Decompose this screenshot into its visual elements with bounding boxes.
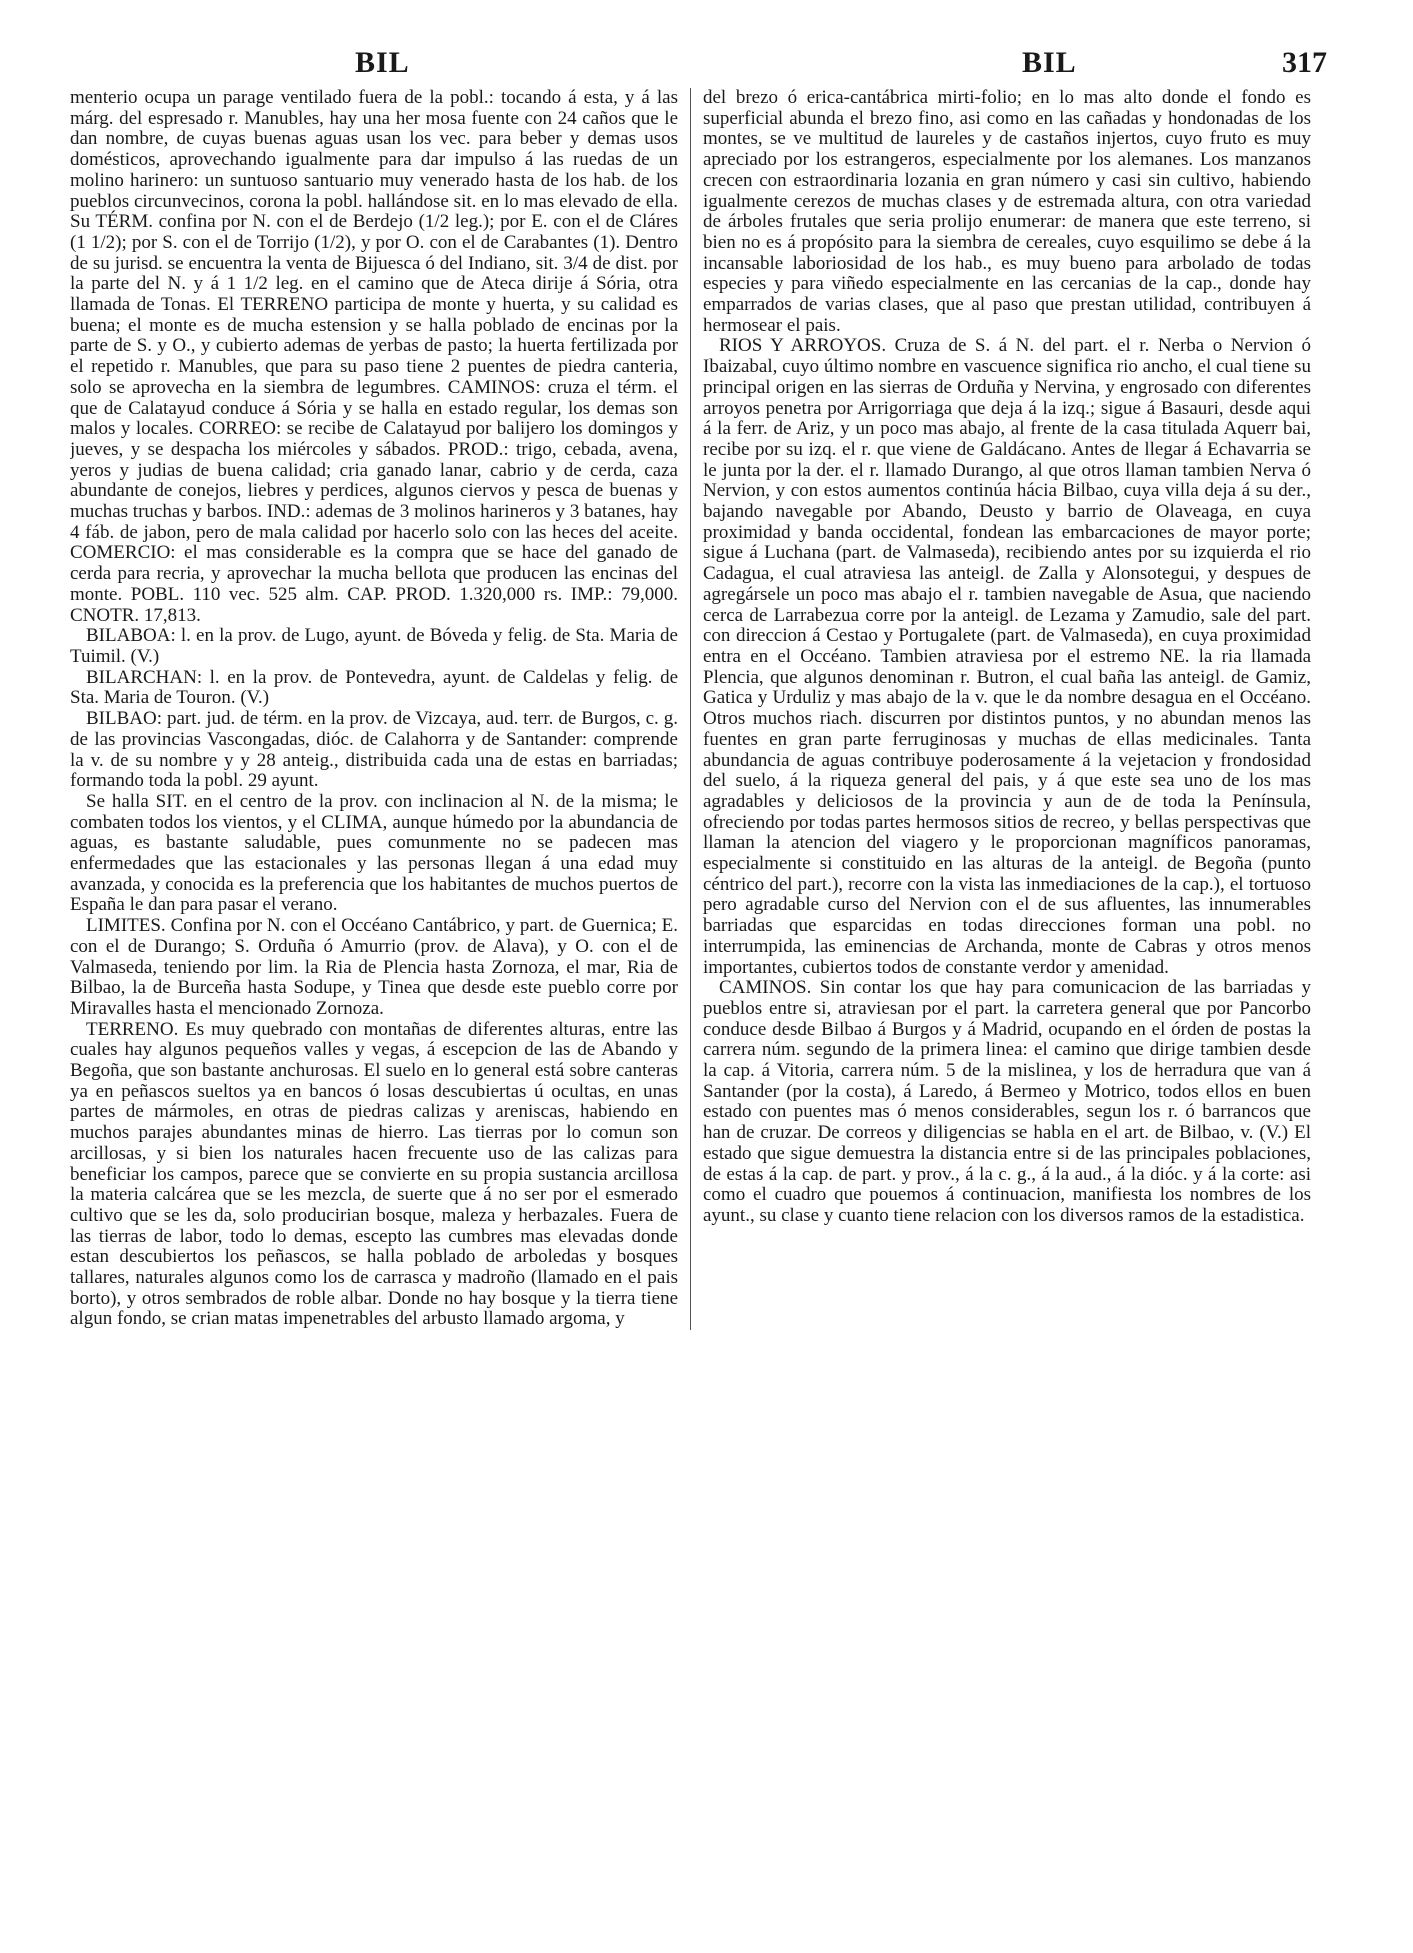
paragraph-caminos: CAMINOS. Sin contar los que hay para comunicacion de las barriadas y pueblos entre si, atraviesan por el part. la carretera general que por Pancorbo conduce desde Bilbao á Burgos y á Madrid, ocupando en el órden de postas la carrera núm. segundo de la primera linea: el camino que dirige tambien desde la cap. á Vitoria, carrera núm. 5 de la mislinea, y los de herradura que van á Santander (por la costa), á Laredo, á Bermeo y Motrico, todos ellos en buen estado con puentes mas ó menos considerables, segun los r. ó barrancos que han de cruzar. De correos y diligencias se habla en el art. de Bilbao, v. (V.) El estado que sigue demuestra la distancia entre si de las principales poblaciones, de estas á la cap. de part. y prov., á la c. g., á la aud., á la dióc. y á la corte: asi como el cuadro que pouemos á continuacion, manifiesta los nombres de los ayunt., su clase y cuanto tiene relacion con los diversos ramos de la estadistica.	[703, 977, 1311, 1226]
paragraph: del brezo ó erica-cantábrica mirti-folio; en lo mas alto donde el fondo es superficial abunda el brezo fino, asi como en las cañadas y hondonadas de los montes, se ve multitud de laureles y de castaños injertos, cuyo fruto es muy apreciado por los estrangeros, especialmente por los alemanes. Los manzanos crecen con estraordinaria lozania en gran número y casi sin cultivo, habiendo igualmente cerezos de muchas clases y de estremada altura, con otra variedad de árboles frutales que seria prolijo enumerar: de manera que este terreno, si bien no es á propósito para la siembra de cereales, cuyo esquilimo se debe á la incansable laboriosidad de los hab., es muy bueno para arbolado de todas especies y para viñedo especialmente en las cercanias de la cap., donde hay emparrados de varias clases, que al paso que prestan utilidad, contribuyen á hermosear el pais.	[703, 88, 1311, 336]
left-column	[70, 88, 690, 1330]
entry-bilbao: BILBAO: part. jud. de térm. en la prov. de Vizcaya, aud. terr. de Burgos, c. g. de las provincias Vascongadas, dióc. de Calahorra y de Santander: comprende la v. de su nombre y y 28 anteig., distribuida cada una de estas en barriadas; formando toda la pobl. 29 ayunt.	[70, 708, 678, 792]
left-running-head: BIL	[355, 46, 410, 79]
entry-bilarchan: BILARCHAN: l. en la prov. de Pontevedra, ayunt. de Caldelas y felig. de Sta. Maria de Touron. (V.)	[70, 666, 678, 709]
text-columns	[70, 88, 1343, 1330]
entry-bilaboa: BILABOA: l. en la prov. de Lugo, ayunt. de Bóveda y felig. de Sta. Maria de Tuimil. (V.)	[70, 625, 678, 667]
paragraph: menterio ocupa un parage ventilado fuera de la pobl.: tocando á esta, y á las márg. del espresado r. Manubles, hay una her mosa fuente con 24 caños que le dan nombre, de cuyas buenas aguas usan los vec. para beber y demas usos domésticos, aprovechando igualmente para dar impulso á las ruedas de un molino harinero: un suntuoso santuario muy venerado hasta de los hab. de los pueblos circunvecinos, corona la pobl. hallándose sit. en lo mas elevado de ella. Su TÉRM. confina por N. con el de Berdejo (1/2 leg.); por E. con el de Cláres (1 1/2); por S. con el de Torrijo (1/2), y por O. con el de Carabantes (1). Dentro de su jurisd. se encuentra la venta de Bijuesca ó del Indiano, sit. 3/4 de dist. por la parte del N. y á 1 1/2 leg. en el camino que de Ateca dirije á Sória, otra llamada de Tonas. El TERRENO participa de monte y huerta, y su calidad es buena; el monte es de mucha estension y se halla poblado de encinas por la parte de S. y O., y cubierto ademas de yerbas de pasto; la huerta fertilizada por el repetido r. Manubles, que para su paso tiene 2 puentes de piedra canteria, solo se aprovecha en la siembra de legumbres. CAMINOS: cruza el térm. el que de Calatayud conduce á Sória y se halla en estado regular, los demas son malos y locales. CORREO: se recibe de Calatayud por balijero los domingos y jueves, y se despacha los miércoles y sábados. PROD.: trigo, cebada, avena, yeros y judias de buena calidad; cria ganado lanar, cabrio y de cerda, caza abundante de conejos, liebres y perdices, algunos ciervos y pesca de buenas y muchas truchas y barbos. IND.: ademas de 3 molinos harineros y 3 batanes, hay 4 fáb. de jabon, pero de mala calidad por hacerlo solo con las heces del aceite. COMERCIO: el mas considerable es la compra que se hace del ganado de cerda para recria, y aprovechar la mucha bellota que producen las encinas del monte. POBL. 110 vec. 525 alm. CAP. PROD. 1.320,000 rs. IMP.: 79,000. CNOTR. 17,813.	[70, 88, 678, 626]
paragraph-rios: RIOS Y ARROYOS. Cruza de S. á N. del part. el r. Nerba o Nervion ó Ibaizabal, cuyo último nombre en vascuence significa rio ancho, el cual tiene su principal origen en las sierras de Orduña y Nervina, y engrosado con diferentes arroyos penetra por Arrigorriaga que deja á la izq.; sigue á Basauri, desde aqui á la ferr. de Ariz, y un poco mas abajo, al frente de la casa titulada Aquerr bai, recibe por su izq. el r. que viene de Galdácano. Antes de llegar á Echavarria se le junta por la der. el r. llamado Durango, al que otros llaman tambien Nerva ó Nervion, y con estos aumentos continúa hácia Bilbao, cuya villa deja á su der., bajando navegable por Abando, Deusto y barrio de Olaveaga, en cuya proximidad y banda occidental, fondean las embarcaciones de mayor porte; sigue á Luchana (part. de Valmaseda), recibiendo antes por su izquierda el rio Cadagua, el cual atraviesa las anteigl. de Zalla y Alonsotegui, y despues de agregársele un poco mas abajo el r. tambien navegable de Asua, que naciendo cerca de Larrabezua corre por la anteigl. de Lezama y Zamudio, sale del part. con direccion á Cestao y Portugalete (part. de Valmaseda), en cuya proximidad entra en el Occéano. Tambien atraviesa por el estremo NE. la ria llamada Plencia, que algunos denominan r. Butron, el cual baña las anteigl. de Gamiz, Gatica y Urduliz y mas abajo de la v. que le da nombre desagua en el Occéano. Otros muchos riach. discurren por distintos puntos, y no abundan menos las fuentes en gran parte ferruginosas y muchas de ellas medicinales. Tanta abundancia de aguas contribuye poderosamente á la vejetacion y frondosidad del suelo, á la riqueza general del pais, y á que este sea uno de los mas agradables y deliciosos de la provincia y aun de de toda la Península, ofreciendo por todas partes hermosos sitios de recreo, y bellas perspectivas que llaman la atencion del viagero y le proporcionan magníficos panoramas, especialmente si constituido en las alturas de la anteigl. de Begoña (punto céntrico del part.), recorre con la vista las inmediaciones de la cap.), el tortuoso pero agradable curso del Nervion con el de sus afluentes, las innumerables barriadas que esparcidas en todas direcciones forman una pobl. no interrumpida, las eminencias de Archanda, monte de Cabras y otros menos importantes, cubiertos todos de constante verdor y amenidad.	[703, 335, 1311, 978]
right-running-head: BIL	[1022, 46, 1077, 79]
paragraph-situacion: Se halla SIT. en el centro de la prov. con inclinacion al N. de la misma; le combaten todos los vientos, y el CLIMA, aunque húmedo por la abundancia de aguas, es bastante saludable, pues comunmente no se padecen mas enfermedades que las estacionales y las personas llegan á una edad muy avanzada, y conocida es la preferencia que los habitantes de muchos puertos de España le dan para pasar el verano.	[70, 790, 678, 916]
page-header	[70, 40, 1343, 88]
paragraph-terreno: TERRENO. Es muy quebrado con montañas de diferentes alturas, entre las cuales hay algunos pequeños valles y vegas, á escepcion de las de Abando y Begoña, que son bastante anchurosas. El suelo en lo general está sobre canteras ya en peñascos sueltos ya en bancos ó losas descubiertas ú ocultas, en unas partes de mármoles, en otras de piedras calizas y areniscas, habiendo en muchos parajes abundantes minas de hierro. Las tierras por lo comun son arcillosas, y si bien los naturales hacen frecuente uso de las calizas para beneficiar los campos, parece que se convierte en su propia sustancia arcillosa la materia calcárea que se les mezcla, de suerte que á no ser por el esmerado cultivo que se les da, solo producirian bosque, maleza y herbazales. Fuera de las tierras de labor, todo lo demas, escepto las cumbres mas elevadas donde estan descubiertos los peñascos, se halla poblado de arboledas y bosques tallares, naturales algunos como los de carrasca y madroño (llamado en el pais borto), y otros sembrados de roble albar. Donde no hay bosque y la tierra tiene algun fondo, se crian matas impenetrables del arbusto llamado argoma, y	[70, 1018, 678, 1330]
paragraph-limites: LIMITES. Confina por N. con el Occéano Cantábrico, y part. de Guernica; E. con el de Durango; S. Orduña ó Amurrio (prov. de Alava), y O. con el de Valmaseda, teniendo por lim. la Ria de Plencia hasta Zornoza, el mar, Ria de Bilbao, la de Burceña hasta Sodupe, y Tinea que desde este pueblo corre por Miravalles hasta el mencionado Zornoza.	[70, 915, 678, 1019]
right-column	[690, 88, 1311, 1330]
page-number: 317	[1282, 46, 1327, 79]
